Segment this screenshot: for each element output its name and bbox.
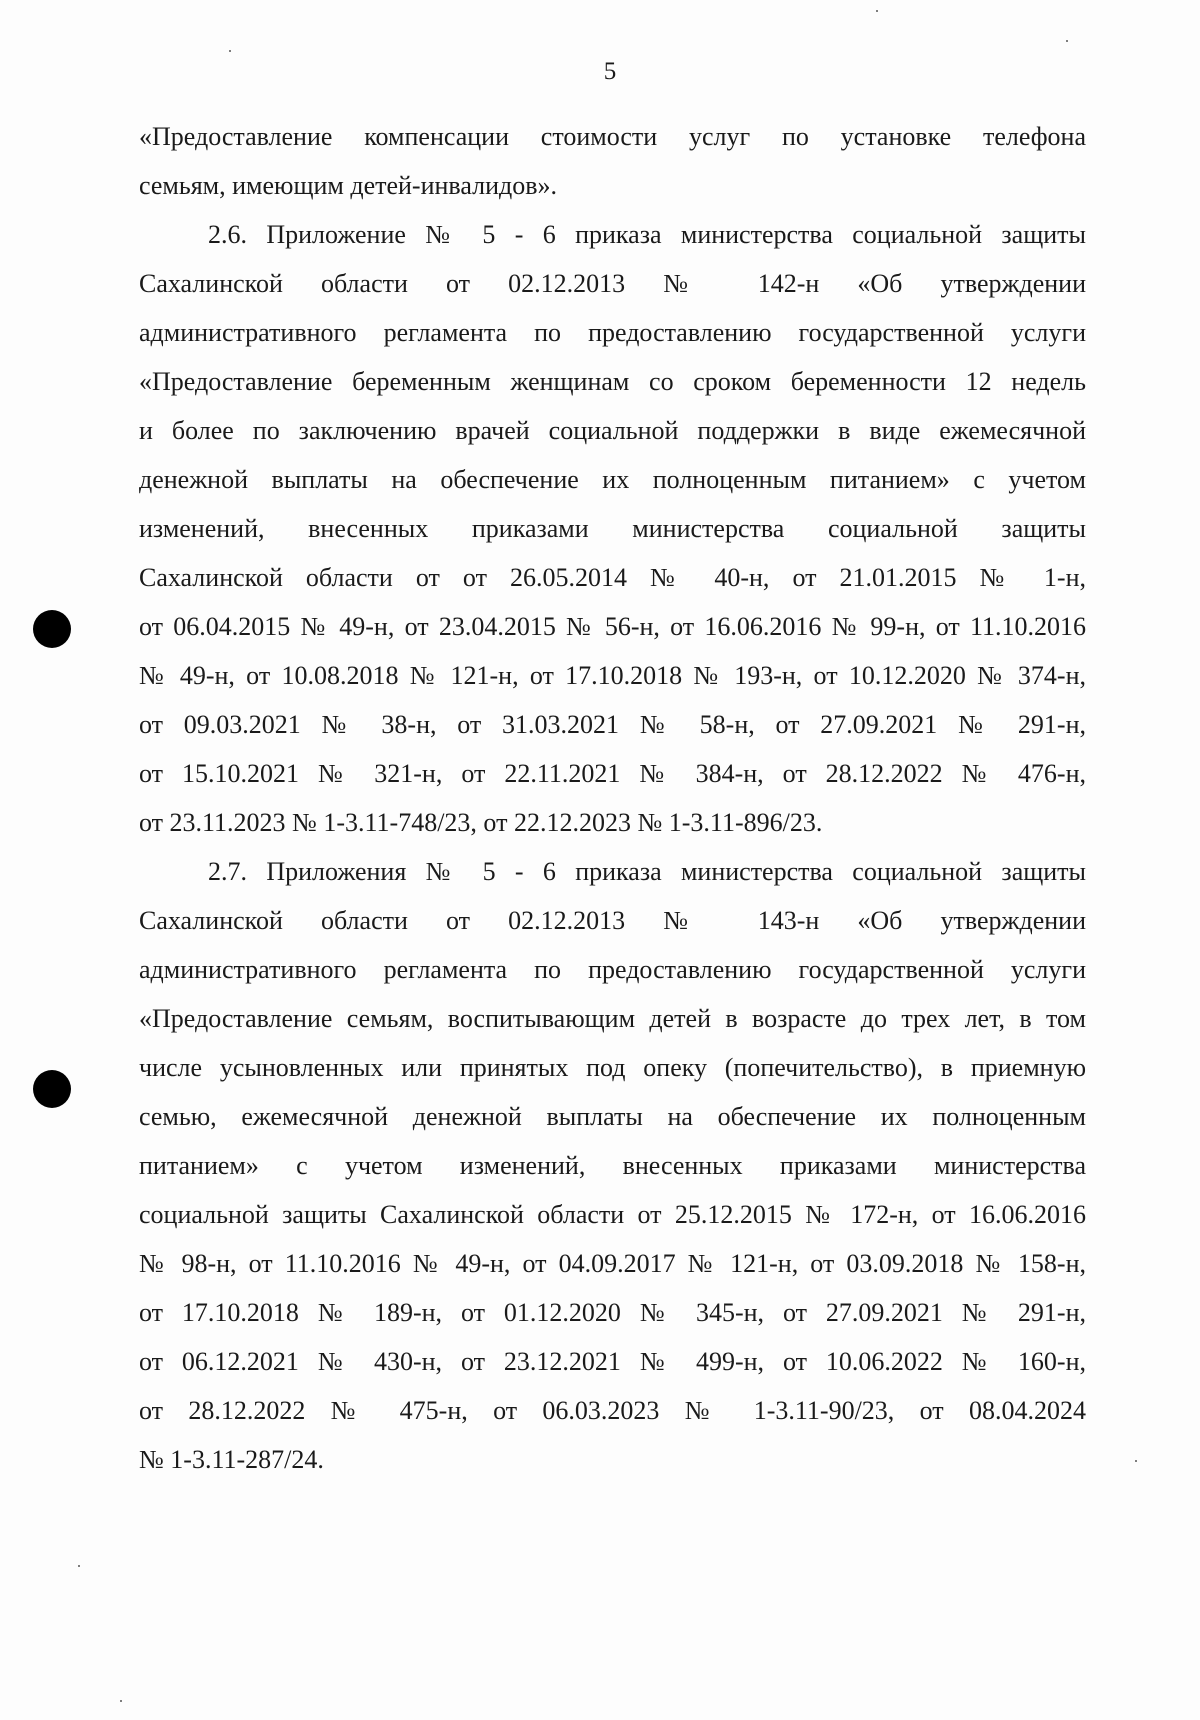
text-line: «Предоставление семьям, воспитывающим детей в возрасте до трех лет, в том: [139, 1004, 1086, 1033]
text-line: от 15.10.2021 № 321-н, от 22.11.2021 № 384-н, от 28.12.2022 № 476-н,: [139, 759, 1086, 788]
document-body: [139, 112, 1086, 1484]
text-line: № 1-3.11-287/24.: [139, 1445, 324, 1474]
text-line: № 49-н, от 10.08.2018 № 121-н, от 17.10.2018 № 193-н, от 10.12.2020 № 374-н,: [139, 661, 1086, 690]
text-line: от 23.11.2023 № 1-3.11-748/23, от 22.12.2023 № 1-3.11-896/23.: [139, 808, 823, 837]
text-line: семью, ежемесячной денежной выплаты на обеспечение их полноценным: [139, 1102, 1086, 1131]
text-line: и более по заключению врачей социальной поддержки в виде ежемесячной: [139, 416, 1086, 445]
punch-hole: [33, 1070, 71, 1108]
text-line: 2.6. Приложение № 5 - 6 приказа министерства социальной защиты: [208, 220, 1086, 249]
paragraph: [139, 210, 1086, 847]
scan-speck: [120, 1700, 122, 1702]
text-line: «Предоставление беременным женщинам со сроком беременности 12 недель: [139, 367, 1086, 396]
text-line: от 28.12.2022 № 475-н, от 06.03.2023 № 1-3.11-90/23, от 08.04.2024: [139, 1396, 1086, 1425]
text-line: семьям, имеющим детей-инвалидов».: [139, 171, 558, 200]
text-line: от 06.04.2015 № 49-н, от 23.04.2015 № 56-н, от 16.06.2016 № 99-н, от 11.10.2016: [139, 612, 1086, 641]
scan-speck: [1135, 1460, 1137, 1462]
text-line: денежной выплаты на обеспечение их полноценным питанием» с учетом: [139, 465, 1086, 494]
text-line: от 17.10.2018 № 189-н, от 01.12.2020 № 345-н, от 27.09.2021 № 291-н,: [139, 1298, 1086, 1327]
text-line: питанием» с учетом изменений, внесенных приказами министерства: [139, 1151, 1086, 1180]
text-line: от 09.03.2021 № 38-н, от 31.03.2021 № 58-н, от 27.09.2021 № 291-н,: [139, 710, 1086, 739]
text-line: Сахалинской области от 02.12.2013 № 143-н «Об утверждении: [139, 906, 1086, 935]
paragraph: [139, 847, 1086, 1484]
text-line: № 98-н, от 11.10.2016 № 49-н, от 04.09.2017 № 121-н, от 03.09.2018 № 158-н,: [139, 1249, 1086, 1278]
scan-speck: [78, 1565, 80, 1567]
text-line: 2.7. Приложения № 5 - 6 приказа министерства социальной защиты: [208, 857, 1086, 886]
text-line: Сахалинской области от 02.12.2013 № 142-н «Об утверждении: [139, 269, 1086, 298]
page-number: 5: [603, 58, 617, 85]
text-line: числе усыновленных или принятых под опеку (попечительство), в приемную: [139, 1053, 1086, 1082]
scan-speck: [229, 50, 231, 52]
text-line: «Предоставление компенсации стоимости услуг по установке телефона: [139, 122, 1086, 151]
scan-speck: [1066, 40, 1068, 42]
text-line: административного регламента по предоставлению государственной услуги: [139, 955, 1086, 984]
paragraph: [139, 112, 1086, 210]
text-line: от 06.12.2021 № 430-н, от 23.12.2021 № 499-н, от 10.06.2022 № 160-н,: [139, 1347, 1086, 1376]
punch-hole: [33, 610, 71, 648]
text-line: Сахалинской области от от 26.05.2014 № 40-н, от 21.01.2015 № 1-н,: [139, 563, 1086, 592]
text-line: административного регламента по предоставлению государственной услуги: [139, 318, 1086, 347]
scan-speck: [876, 10, 878, 12]
text-line: социальной защиты Сахалинской области от 25.12.2015 № 172-н, от 16.06.2016: [139, 1200, 1086, 1229]
text-line: изменений, внесенных приказами министерства социальной защиты: [139, 514, 1086, 543]
